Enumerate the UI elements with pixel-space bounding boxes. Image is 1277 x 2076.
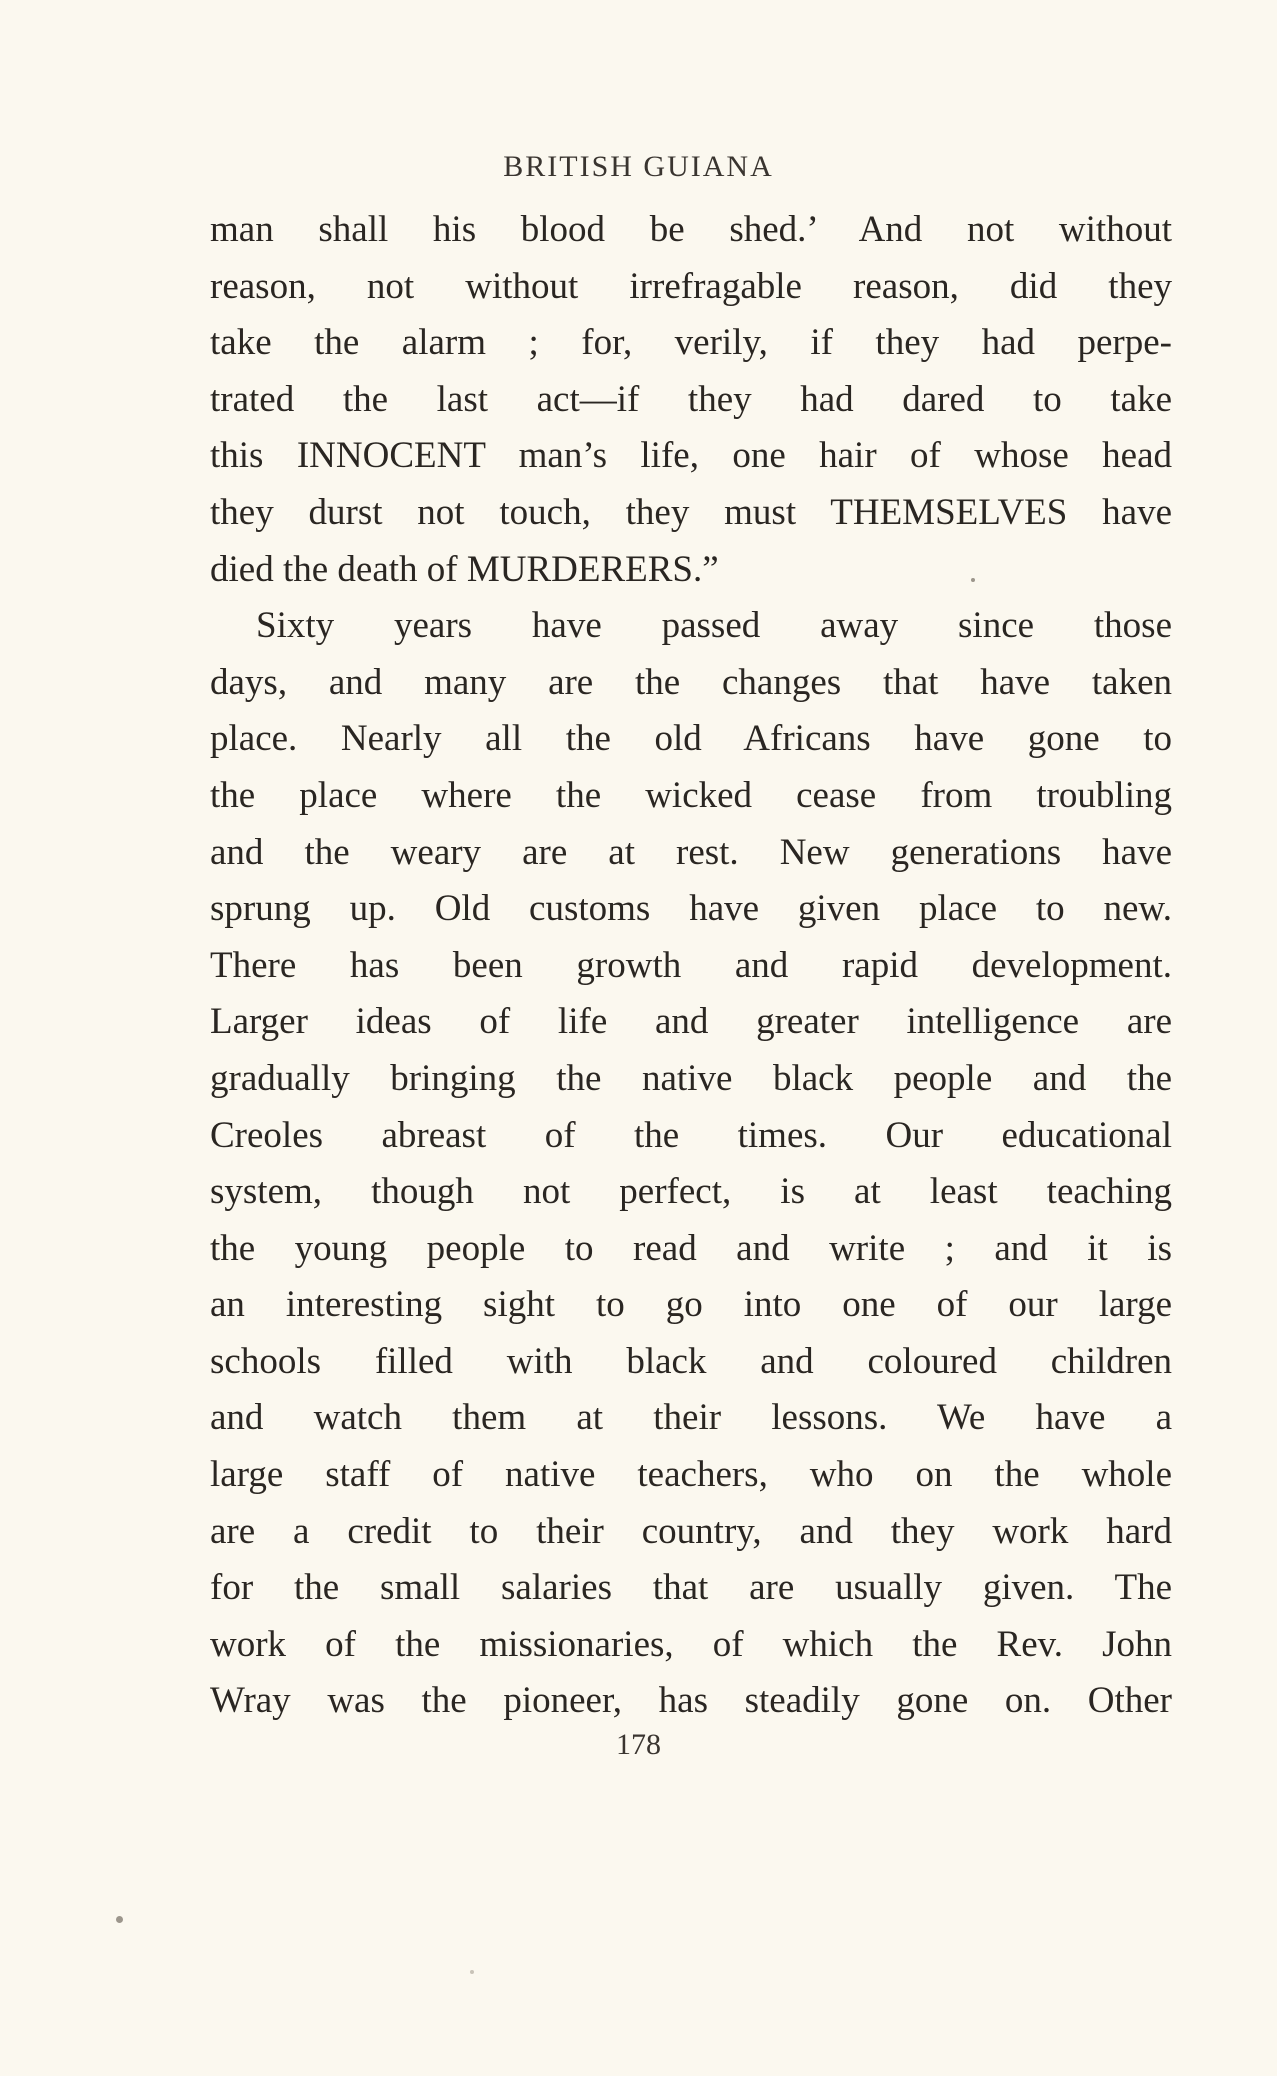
- text-line: gradually bringing the native black people and the: [210, 1057, 1172, 1099]
- text-line: are a credit to their country, and they work hard: [210, 1510, 1172, 1552]
- text-line: There has been growth and rapid development.: [210, 944, 1172, 986]
- text-line: man shall his blood be shed.’ And not without: [210, 209, 1172, 250]
- text-line: work of the missionaries, of which the Rev. John: [210, 1623, 1172, 1665]
- text-line: Wray was the pioneer, has steadily gone on. Other: [210, 1680, 1172, 1722]
- text-line: and the weary are at rest. New generations have: [210, 831, 1172, 873]
- text-line: an interesting sight to go into one of our large: [210, 1284, 1172, 1326]
- paper-speck: [116, 1916, 123, 1923]
- text-line: take the alarm ; for, verily, if they had perpe-: [210, 322, 1172, 364]
- paper-speck: [971, 578, 975, 582]
- text-line: they durst not touch, they must THEMSELVES have: [210, 491, 1172, 533]
- body-text: [210, 202, 1172, 1730]
- text-line: days, and many are the changes that have taken: [210, 661, 1172, 703]
- text-line: sprung up. Old customs have given place to new.: [210, 888, 1172, 930]
- paper-speck: [470, 1970, 474, 1974]
- text-line: system, though not perfect, is at least teaching: [210, 1171, 1172, 1213]
- text-line: schools filled with black and coloured children: [210, 1340, 1172, 1382]
- text-line: this INNOCENT man’s life, one hair of whose head: [210, 435, 1172, 477]
- text-line: Creoles abreast of the times. Our educational: [210, 1114, 1172, 1156]
- text-line: large staff of native teachers, who on the whole: [210, 1454, 1172, 1496]
- text-line: the young people to read and write ; and it is: [210, 1227, 1172, 1269]
- text-line: reason, not without irrefragable reason, did they: [210, 265, 1172, 307]
- text-line: place. Nearly all the old Africans have gone to: [210, 718, 1172, 760]
- running-head: BRITISH GUIANA: [503, 150, 774, 183]
- text-line: trated the last act—if they had dared to take: [210, 378, 1172, 420]
- text-line: the place where the wicked cease from troubling: [210, 774, 1172, 816]
- text-line: Larger ideas of life and greater intelligence are: [210, 1001, 1172, 1043]
- text-line: died the death of MURDERERS.”: [210, 548, 719, 590]
- text-line: and watch them at their lessons. We have a: [210, 1397, 1172, 1439]
- text-line: Sixty years have passed away since those: [256, 605, 1172, 647]
- page-number: 178: [616, 1728, 661, 1761]
- text-line: for the small salaries that are usually given. The: [210, 1567, 1172, 1609]
